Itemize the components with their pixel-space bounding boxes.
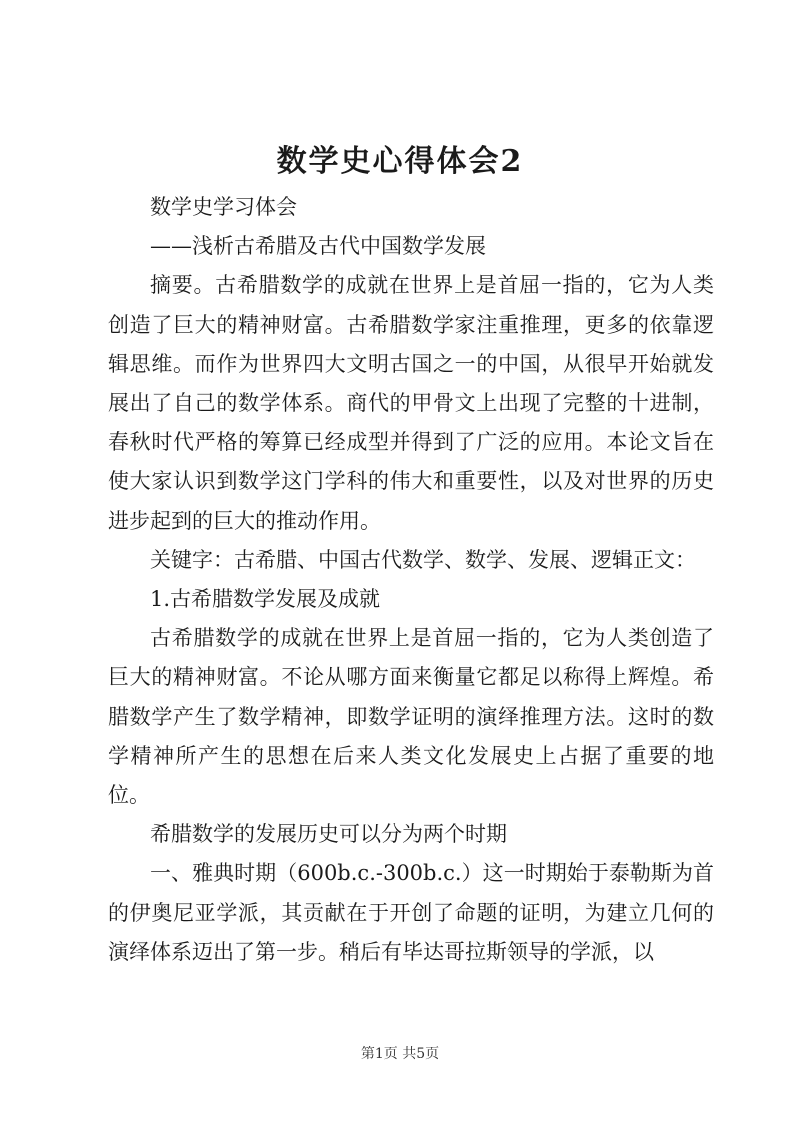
- body-paragraph: 古希腊数学的成就在世界上是首屈一指的，它为人类创造了巨大的精神财富。不论从哪方面来衡量它都足以称得上辉煌。希腊数学产生了数学精神，即数学证明的演绎推理方法。这时的数学精神所产生的思想在后来人类文化发展史上占据了重要的地位。: [108, 626, 714, 808]
- page-footer: 第1页 共5页: [360, 1046, 440, 1062]
- body-paragraph: 希腊数学的发展历史可以分为两个时期: [150, 822, 507, 847]
- document-body: [108, 188, 714, 972]
- subtitle-dash-paragraph: ——浅析古希腊及古代中国数学发展: [150, 234, 486, 259]
- abstract-paragraph: 摘要。古希腊数学的成就在世界上是首屈一指的，它为人类创造了巨大的精神财富。古希腊数学家注重推理，更多的依靠逻辑思维。而作为世界四大文明古国之一的中国，从很早开始就发展出了自己的数学体系。商代的甲骨文上出现了完整的十进制，春秋时代严格的筹算已经成型并得到了广泛的应用。本论文旨在使大家认识到数学这门学科的伟大和重要性，以及对世界的历史进步起到的巨大的推动作用。: [108, 273, 714, 533]
- section-heading: 1.古希腊数学发展及成就: [150, 587, 381, 612]
- body-paragraph: 一、雅典时期（600b.c.-300b.c.）这一时期始于泰勒斯为首的伊奥尼亚学派，其贡献在于开创了命题的证明，为建立几何的演绎体系迈出了第一步。稍后有毕达哥拉斯领导的学派，以: [108, 861, 714, 964]
- keywords-paragraph: 关键字：古希腊、中国古代数学、数学、发展、逻辑正文：: [150, 547, 696, 572]
- document-title: 数学史心得体会2: [276, 144, 524, 179]
- subtitle-paragraph: 数学史学习体会: [150, 195, 297, 219]
